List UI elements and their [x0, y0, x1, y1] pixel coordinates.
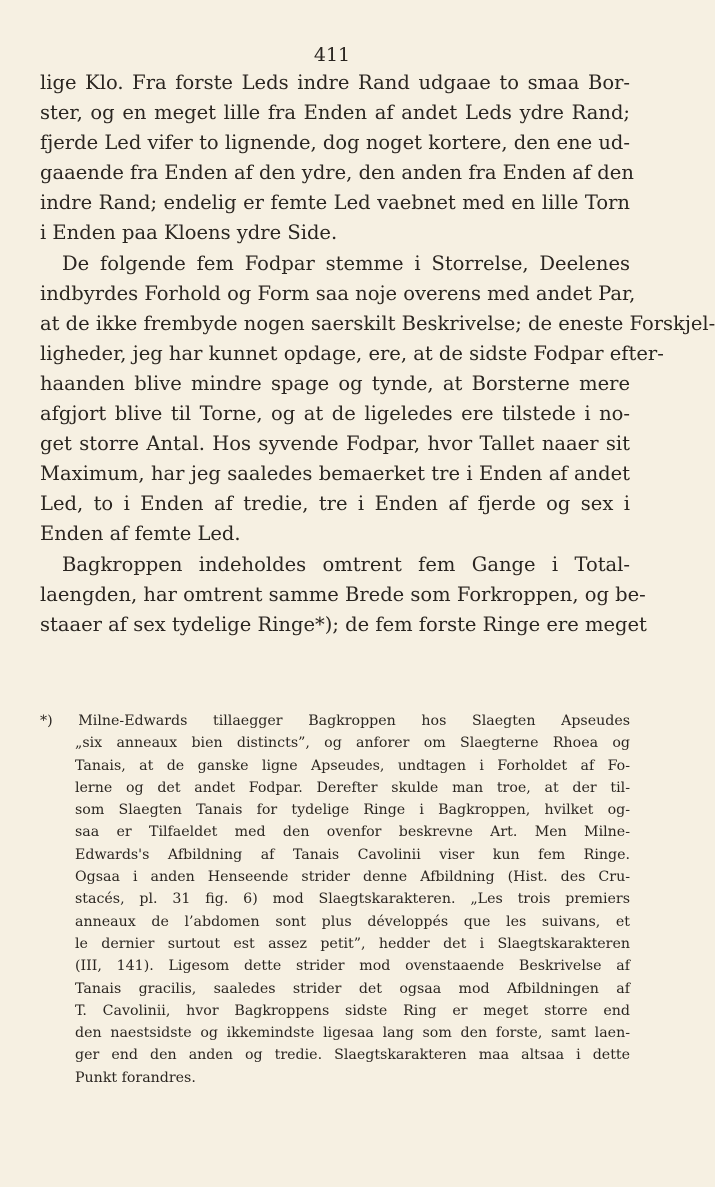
footnote-line: Punkt forandres.: [75, 1069, 196, 1086]
text-line: afgjort blive til Torne, og at de ligeledes ere tilstede i no-: [40, 402, 630, 426]
text-line: gaaende fra Enden af den ydre, den anden fra Enden af den: [40, 161, 634, 185]
footnote-line: T. Cavolinii, hvor Bagkroppens sidste Ring er meget storre end: [75, 1002, 630, 1019]
page-number: 411: [313, 44, 351, 66]
footnote-line: stacés, pl. 31 fig. 6) mod Slaegtskarakteren. „Les trois premiers: [75, 891, 630, 908]
footnote-line: anneaux de l’abdomen sont plus développés que les suivans, et: [75, 913, 630, 930]
text-line: i Enden paa Kloens ydre Side.: [40, 221, 338, 245]
text-line: at de ikke frembyde nogen saerskilt Beskrivelse; de eneste Forskjel-: [40, 311, 715, 335]
footnote-line: lerne og det andet Fodpar. Derefter skulde man troe, at der til-: [75, 779, 630, 796]
footnote-line: Tanais gracilis, saaledes strider det ogsaa mod Afbildningen af: [75, 980, 630, 997]
footnote-line: den naestsidste og ikkemindste ligesaa lang som den forste, samt laen-: [75, 1025, 630, 1042]
text-line: ster, og en meget lille fra Enden af andet Leds ydre Rand;: [40, 101, 630, 125]
footnote-line: saa er Tilfaeldet med den ovenfor beskrevne Art. Men Milne-: [75, 824, 630, 841]
footnote-line: Tanais, at de ganske ligne Apseudes, undtagen i Forholdet af Fo-: [75, 757, 630, 774]
main-text: [40, 68, 715, 640]
text-line: ligheder, jeg har kunnet opdage, ere, at de sidste Fodpar efter-: [40, 341, 664, 365]
footnote: [40, 710, 630, 1089]
text-line: lige Klo. Fra forste Leds indre Rand udgaae to smaa Bor-: [40, 71, 630, 94]
text-line: staaer af sex tydelige Ringe*); de fem forste Ringe ere meget: [40, 612, 647, 636]
text-line: Enden af femte Led.: [40, 522, 241, 546]
text-line: Maximum, har jeg saaledes bemaerket tre i Enden af andet: [40, 462, 630, 486]
text-line: indre Rand; endelig er femte Led vaebnet med en lille Torn: [40, 191, 630, 215]
footnote-line: „six anneaux bien distincts”, og anforer om Slaegterne Rhoea og: [75, 735, 630, 752]
text-line: laengden, har omtrent samme Brede som Forkroppen, og be-: [40, 582, 646, 606]
text-line: Led, to i Enden af tredie, tre i Enden af fjerde og sex i: [40, 492, 630, 516]
text-line: fjerde Led vifer to lignende, dog noget kortere, den ene ud-: [40, 131, 630, 155]
text-line: indbyrdes Forhold og Form saa noje overens med andet Par,: [40, 281, 636, 305]
text-line: De folgende fem Fodpar stemme i Storrelse, Deelenes: [62, 251, 630, 275]
text-line: haanden blive mindre spage og tynde, at Borsterne mere: [40, 371, 630, 395]
footnote-line: ger end den anden og tredie. Slaegtskarakteren maa altsaa i dette: [75, 1047, 630, 1064]
text-line: Bagkroppen indeholdes omtrent fem Gange i Total-: [62, 552, 630, 576]
footnote-line: le dernier surtout est assez petit”, hedder det i Slaegtskarakteren: [75, 935, 630, 952]
footnote-line: som Slaegten Tanais for tydelige Ringe i Bagkroppen, hvilket og-: [75, 802, 630, 819]
footnote-line: Edwards's Afbildning af Tanais Cavolinii viser kun fem Ringe.: [75, 846, 630, 863]
footnote-line: *) Milne-Edwards tillaegger Bagkroppen hos Slaegten Apseudes: [40, 713, 630, 729]
footnote-line: Ogsaa i anden Henseende strider denne Afbildning (Hist. des Cru-: [75, 869, 630, 886]
footnote-line: (III, 141). Ligesom dette strider mod ovenstaaende Beskrivelse af: [75, 958, 630, 975]
text-line: get storre Antal. Hos syvende Fodpar, hvor Tallet naaer sit: [40, 432, 630, 456]
